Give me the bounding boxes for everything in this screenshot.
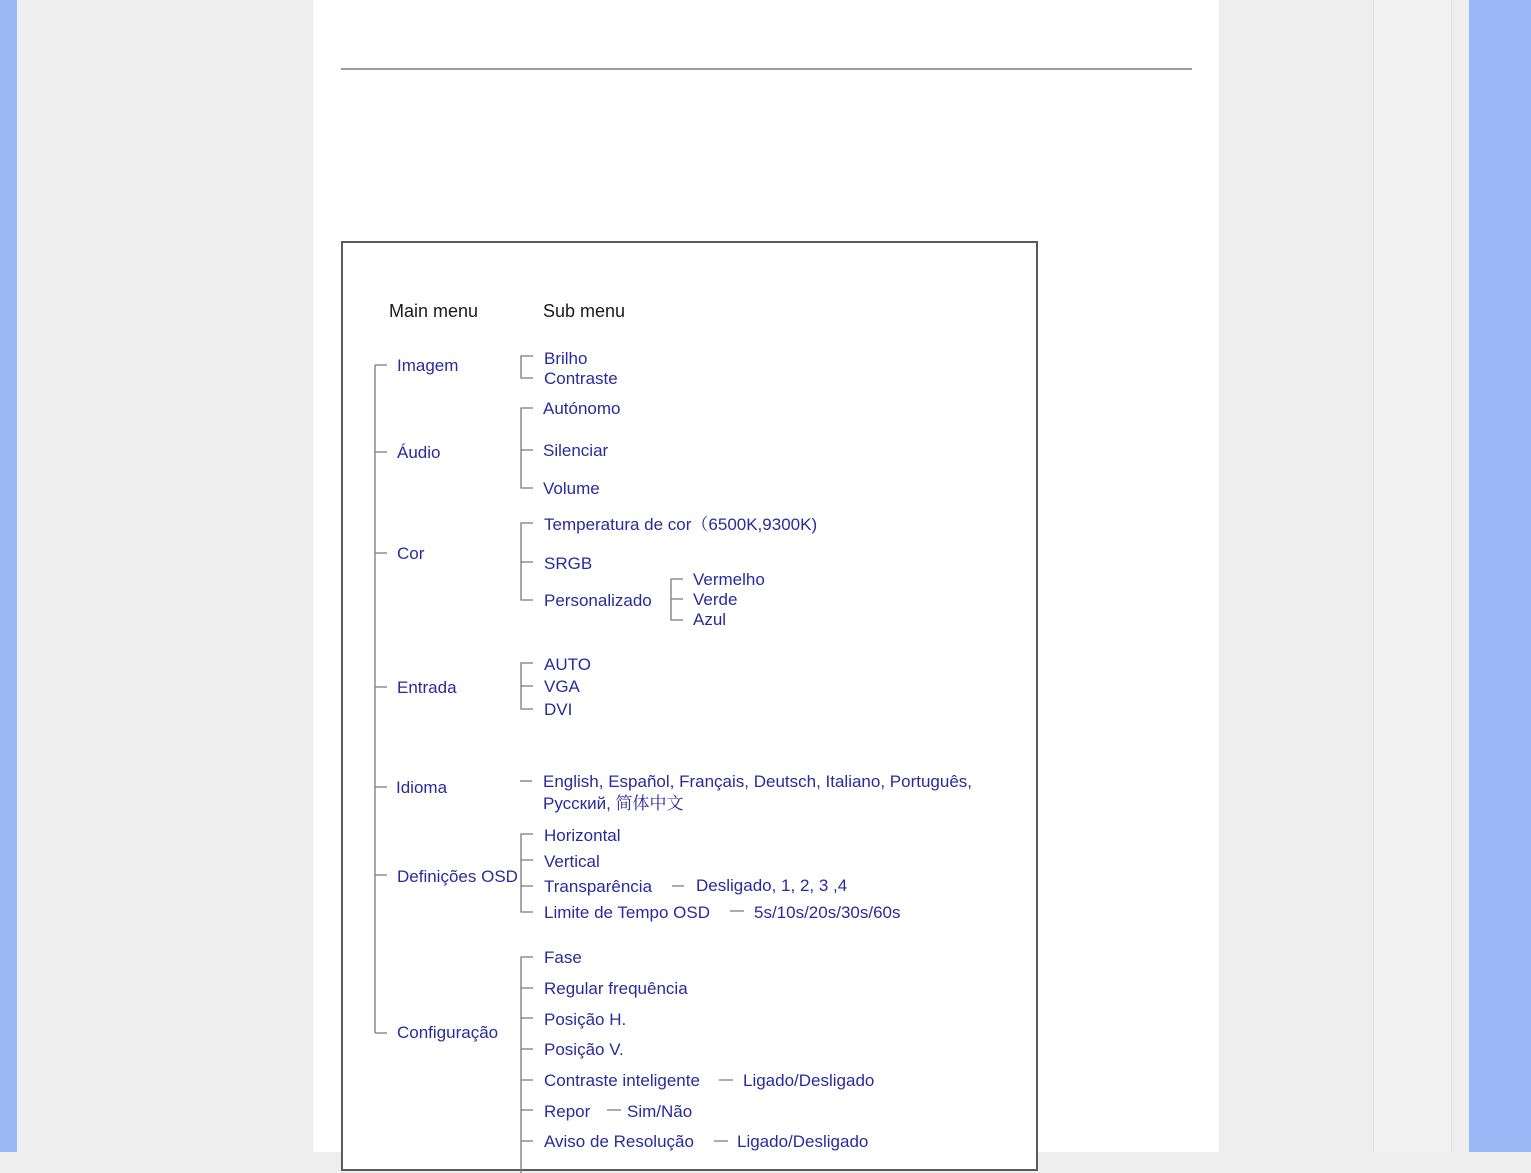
- submenu-item: Regular frequência: [544, 979, 688, 998]
- submenu-value: Ligado/Desligado: [737, 1132, 869, 1151]
- submenu-item: Temperatura de cor（6500K,9300K): [544, 515, 818, 534]
- submenu-item: Autónomo: [543, 399, 621, 418]
- osd-menu-diagram: [341, 241, 1038, 1171]
- submenu-item: VGA: [544, 677, 580, 696]
- main-menu-header: Main menu: [389, 301, 479, 321]
- submenu-child-item: Vermelho: [693, 570, 765, 589]
- sub-menu-header: Sub menu: [543, 301, 626, 321]
- main-menu-item-configuracao: Configuração: [397, 1023, 499, 1042]
- main-menu-item-audio: Áudio: [397, 443, 441, 462]
- submenu-item: Aviso de Resolução: [544, 1132, 694, 1151]
- horizontal-rule: [341, 68, 1192, 70]
- window-edge-left: [0, 0, 17, 1152]
- main-menu-item-imagem: Imagem: [397, 356, 459, 375]
- submenu-item: Contraste: [544, 369, 618, 388]
- submenu-value: Desligado, 1, 2, 3 ,4: [696, 876, 848, 895]
- submenu-value: Sim/Não: [627, 1102, 693, 1121]
- submenu-item: Limite de Tempo OSD: [544, 903, 710, 922]
- main-menu-item-entrada: Entrada: [397, 678, 457, 697]
- submenu-item: Fase: [544, 948, 582, 967]
- submenu-item: AUTO: [544, 655, 591, 674]
- main-menu-item-idioma: Idioma: [396, 778, 448, 797]
- submenu-item: Vertical: [544, 852, 600, 871]
- submenu-item: Repor: [544, 1102, 591, 1121]
- submenu-item: English, Español, Français, Deutsch, Italiano, Português,: [543, 772, 973, 791]
- submenu-value: 5s/10s/20s/30s/60s: [754, 903, 901, 922]
- submenu-item: Posição V.: [544, 1040, 624, 1059]
- submenu-item: Русский, 简体中文: [543, 794, 684, 813]
- submenu-item: Transparência: [544, 877, 653, 896]
- side-panel: [1373, 0, 1452, 1152]
- submenu-item: Horizontal: [544, 826, 621, 845]
- submenu-item: Posição H.: [544, 1010, 627, 1029]
- main-menu-item-osd: Definições OSD: [397, 867, 518, 886]
- submenu-item: DVI: [544, 700, 573, 719]
- submenu-item: Silenciar: [543, 441, 609, 460]
- submenu-item: Contraste inteligente: [544, 1071, 700, 1090]
- submenu-item: Brilho: [544, 349, 588, 368]
- submenu-item: Volume: [543, 479, 600, 498]
- submenu-child-item: Azul: [693, 610, 727, 629]
- window-edge-right: [1469, 0, 1531, 1152]
- submenu-value: Ligado/Desligado: [743, 1071, 875, 1090]
- submenu-child-item: Verde: [693, 590, 738, 609]
- submenu-item: SRGB: [544, 554, 593, 573]
- main-menu-item-cor: Cor: [397, 544, 425, 563]
- menu-tree-svg: [343, 243, 1040, 1173]
- submenu-item: Personalizado: [544, 591, 652, 610]
